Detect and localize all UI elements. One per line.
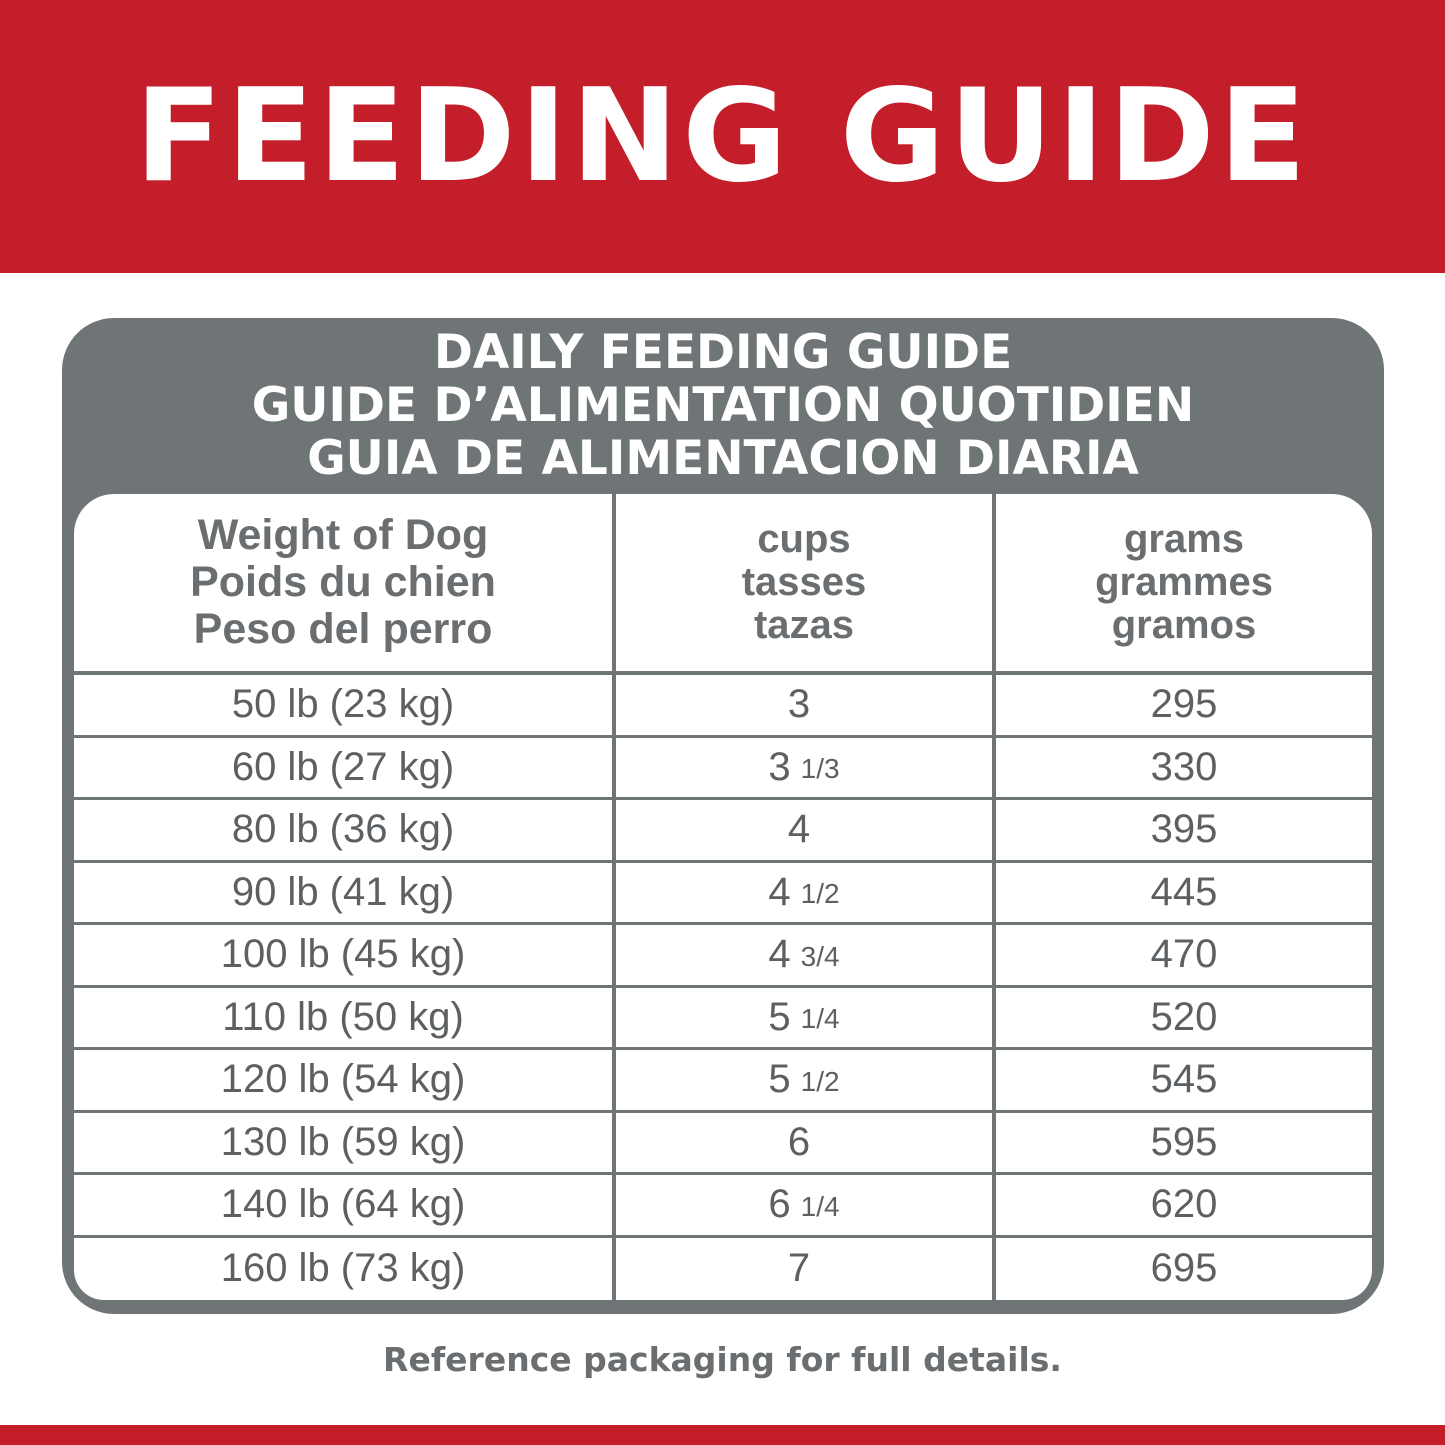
table-body [74, 675, 1372, 1300]
weight-cell: 140 lb (64 kg) [220, 1182, 466, 1227]
cups-fraction: 1/3 [800, 753, 840, 785]
cups-whole: 6 [787, 1119, 811, 1164]
grams-cell: 545 [1150, 1057, 1218, 1102]
weight-cell: 120 lb (54 kg) [220, 1057, 466, 1102]
header-weight-en: Weight of Dog [197, 511, 489, 559]
weight-cell: 80 lb (36 kg) [231, 807, 455, 852]
table-row [74, 1113, 1372, 1176]
table-header [74, 494, 1372, 675]
weight-cell: 90 lb (41 kg) [231, 869, 455, 914]
cups-whole: 6 [768, 1182, 791, 1227]
cups-whole: 5 [768, 994, 791, 1039]
header-banner [0, 0, 1445, 273]
grams-cell: 595 [1150, 1119, 1218, 1164]
cups-fraction: 3/4 [800, 940, 840, 972]
page-title: FEEDING GUIDE [134, 61, 1311, 211]
column-divider [992, 494, 996, 1300]
card-title-en: DAILY FEEDING GUIDE [433, 325, 1013, 380]
cups-cell [616, 1113, 992, 1173]
cups-whole: 3 [787, 682, 811, 727]
column-divider [612, 494, 616, 1300]
cups-cell [616, 1175, 992, 1235]
table-row [74, 925, 1372, 988]
table-row [74, 1175, 1372, 1238]
cups-whole: 4 [768, 869, 791, 914]
cups-cell [616, 1050, 992, 1110]
cups-fraction: 1/4 [800, 1003, 840, 1035]
cups-cell [616, 738, 992, 798]
table-row [74, 988, 1372, 1051]
table-row [74, 1050, 1372, 1113]
grams-cell: 695 [1150, 1246, 1218, 1291]
footer-bar [0, 1425, 1445, 1445]
table-row [74, 675, 1372, 738]
header-cups-es: tazas [753, 603, 855, 647]
header-weight [74, 494, 612, 671]
grams-cell: 445 [1150, 869, 1218, 914]
card-title-fr: GUIDE D’ALIMENTATION QUOTIDIEN [251, 378, 1195, 433]
weight-cell: 60 lb (27 kg) [231, 744, 455, 789]
header-cups-fr: tasses [741, 560, 867, 604]
grams-cell: 470 [1150, 932, 1218, 977]
table-row [74, 800, 1372, 863]
header-grams-es: gramos [1111, 603, 1257, 647]
weight-cell: 110 lb (50 kg) [222, 994, 464, 1039]
header-weight-fr: Poids du chien [190, 558, 496, 606]
weight-cell: 50 lb (23 kg) [231, 682, 455, 727]
header-weight-es: Peso del perro [193, 605, 493, 653]
cups-whole: 4 [787, 807, 811, 852]
weight-cell: 160 lb (73 kg) [220, 1246, 466, 1291]
cups-fraction: 1/2 [800, 1065, 840, 1097]
grams-cell: 330 [1150, 744, 1218, 789]
header-grams-fr: grammes [1095, 560, 1273, 604]
cups-cell [616, 675, 992, 735]
grams-cell: 620 [1150, 1182, 1218, 1227]
cups-cell [616, 925, 992, 985]
cups-whole: 5 [768, 1057, 791, 1102]
card-titles [62, 326, 1384, 485]
table-row [74, 863, 1372, 926]
feeding-table [74, 494, 1372, 1300]
card-title-es: GUIA DE ALIMENTACION DIARIA [307, 431, 1139, 486]
header-grams [996, 494, 1372, 671]
grams-cell: 395 [1150, 807, 1218, 852]
header-cups [616, 494, 992, 671]
cups-whole: 3 [768, 744, 791, 789]
cups-cell [616, 1238, 992, 1301]
cups-whole: 4 [768, 932, 791, 977]
table-row [74, 738, 1372, 801]
weight-cell: 100 lb (45 kg) [220, 932, 466, 977]
grams-cell: 295 [1150, 682, 1218, 727]
grams-cell: 520 [1150, 994, 1218, 1039]
header-cups-en: cups [757, 517, 851, 561]
cups-cell [616, 800, 992, 860]
cups-cell [616, 863, 992, 923]
header-grams-en: grams [1123, 517, 1245, 561]
cups-whole: 7 [787, 1246, 811, 1291]
cups-fraction: 1/2 [800, 878, 840, 910]
feeding-guide-card [62, 318, 1384, 1314]
table-row [74, 1238, 1372, 1301]
footnote: Reference packaging for full details. [383, 1340, 1062, 1379]
cups-cell [616, 988, 992, 1048]
weight-cell: 130 lb (59 kg) [220, 1119, 466, 1164]
cups-fraction: 1/4 [800, 1190, 840, 1222]
